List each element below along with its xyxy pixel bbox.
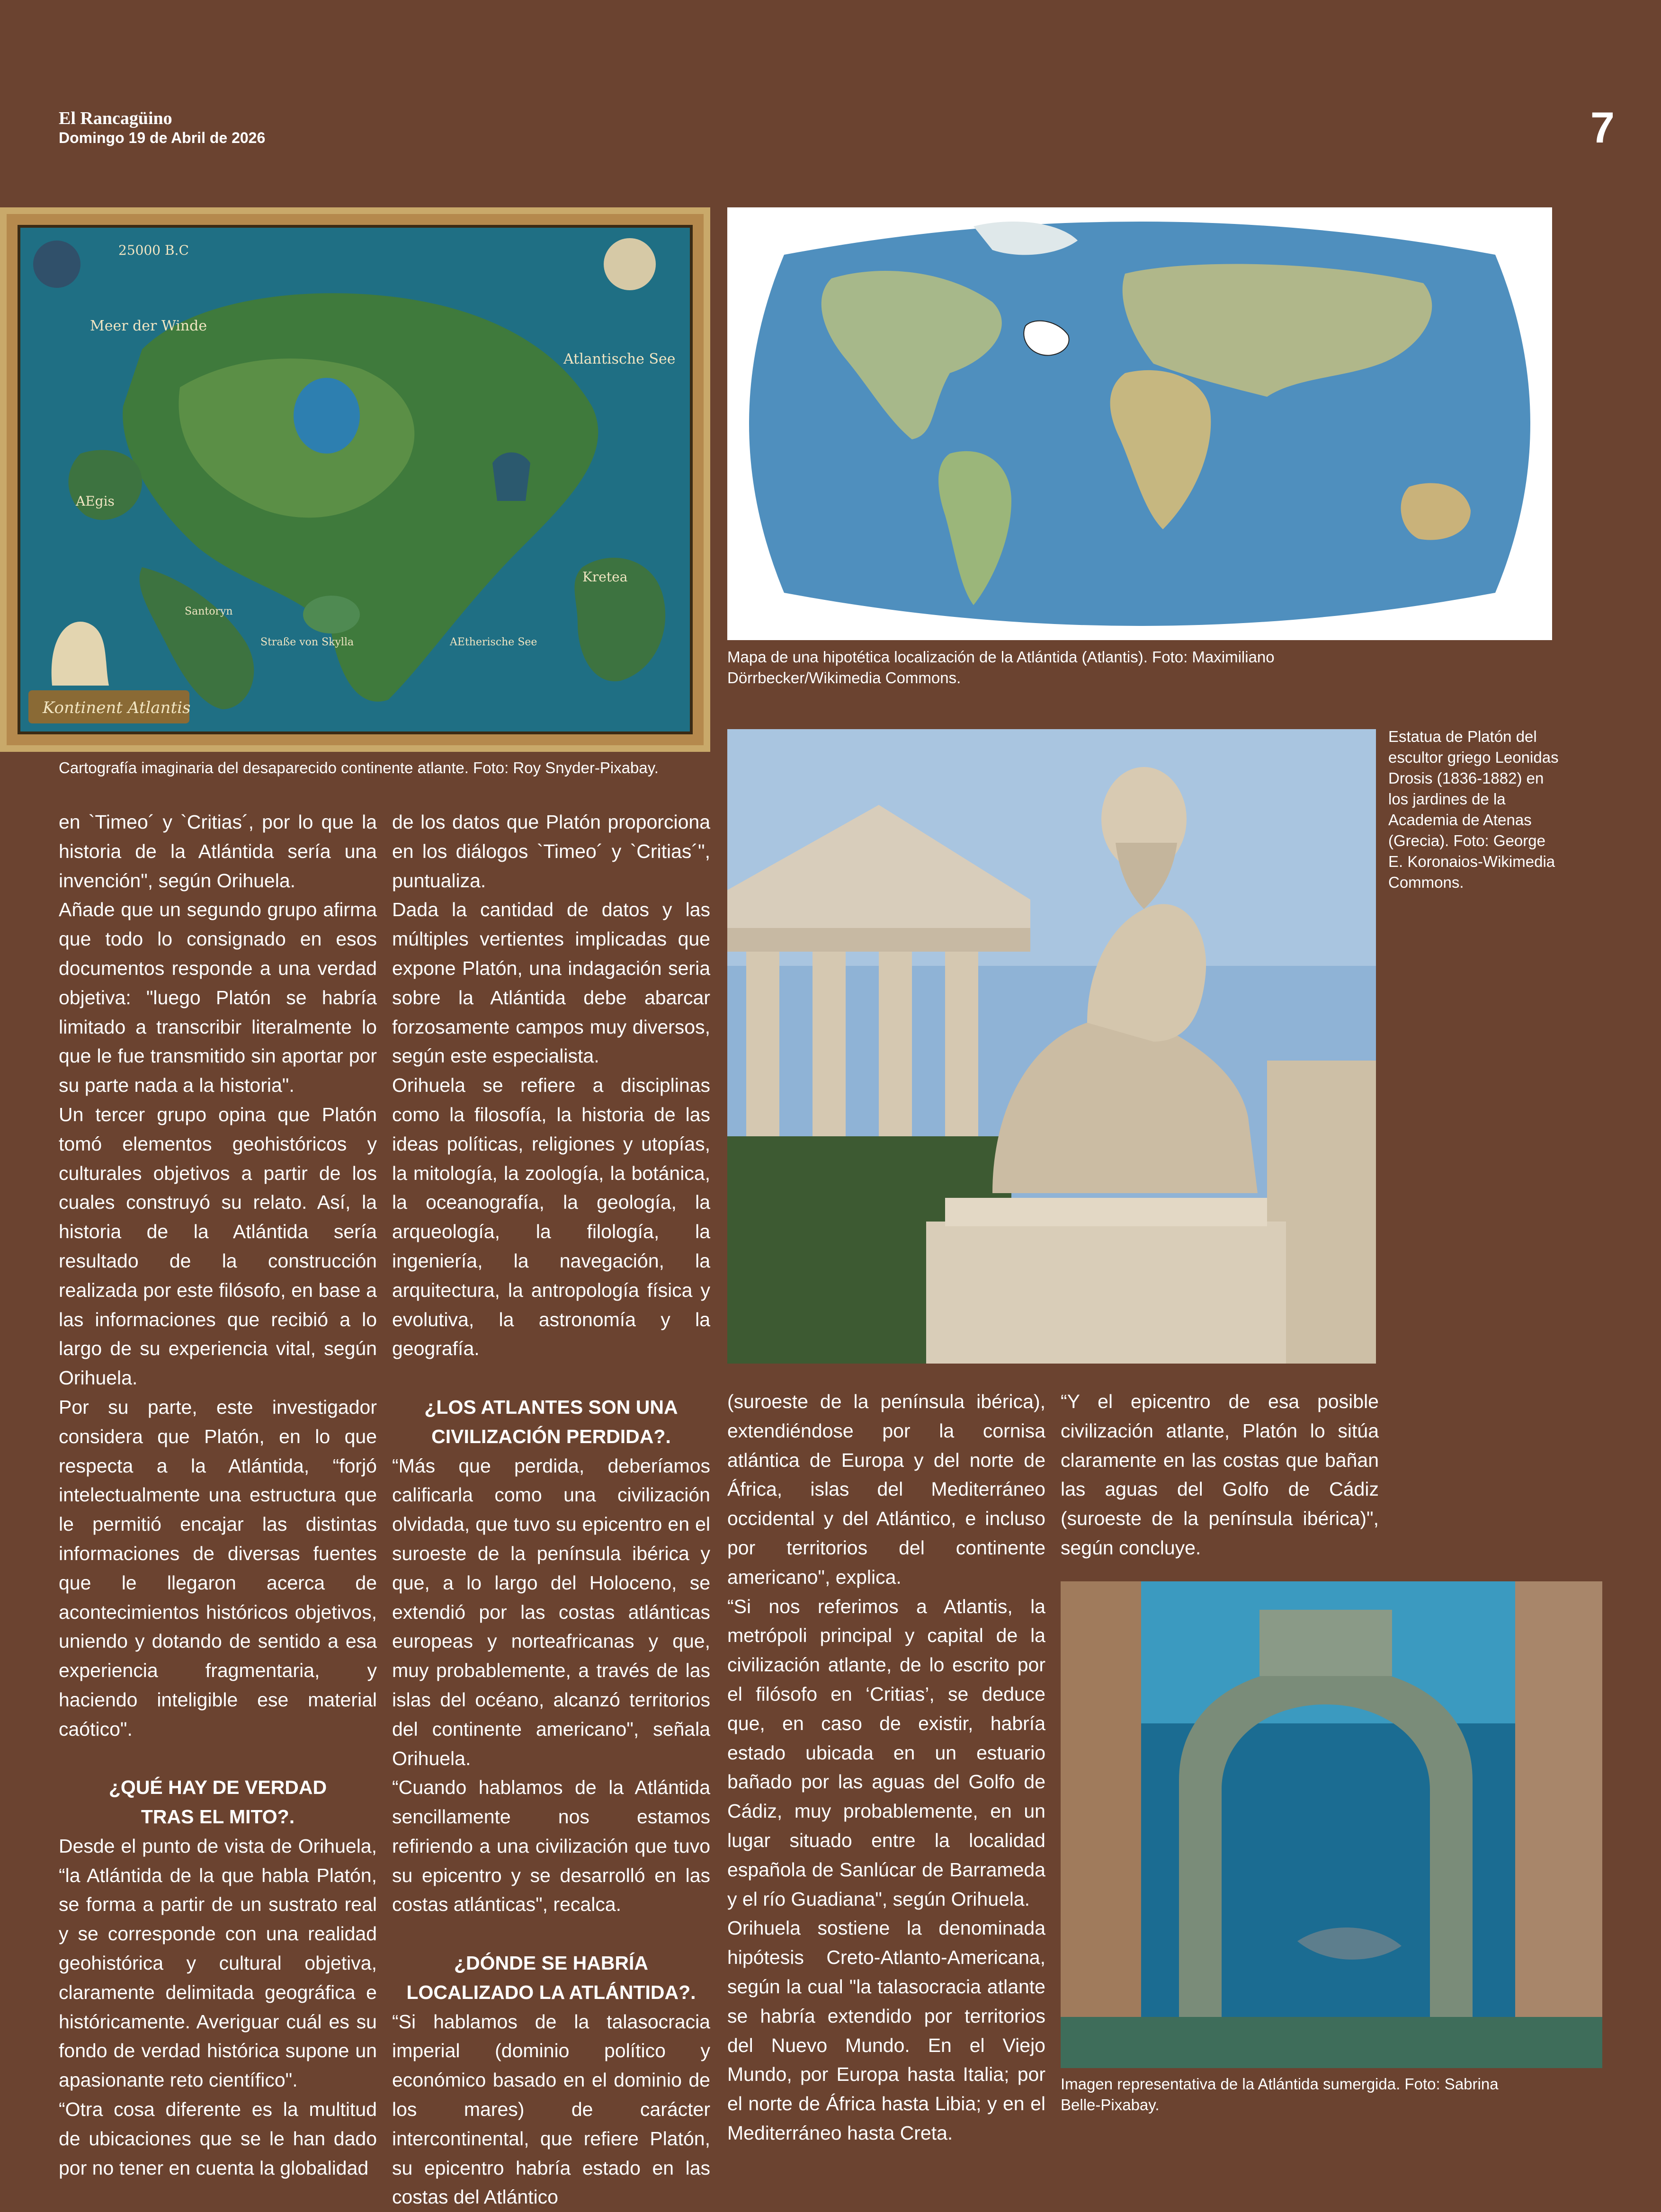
article-column-3 <box>727 1387 1045 2148</box>
col1-paragraph-3: Un tercer grupo opina que Platón tomó elementos geohistóricos y culturales objetivos a partir de los cuales construyó su relato. Así, la historia de la Atlántida sería resultado de la construcción realizada por este filósofo, en base a las informaciones que recibió a lo largo de su experiencia vital, según Orihuela. <box>59 1103 377 1389</box>
plato-statue-caption: Estatua de Platón del escultor griego Leonidas Drosis (1836-1882) en los jardines de la Academia de Atenas (Grecia). Foto: George E. Koronaios-Wikimedia Commons. <box>1388 728 1559 891</box>
map-label-year: 25000 B.C <box>118 242 189 258</box>
map-label-aegis: AEgis <box>76 493 115 509</box>
article-column-2 <box>392 808 710 2212</box>
col3-paragraph-1: (suroeste de la península ibérica), extendiéndose por la cornisa atlántica de Europa y del norte de África, islas del Mediterráneo occidental y del Atlántico, e incluso por territorios del continente americano", explica. <box>727 1391 1045 1588</box>
col1-paragraph-1: en `Timeo´ y `Critias´, por lo que la historia de la Atlántida sería una invención", según Orihuela. <box>59 811 377 892</box>
map-label-santorin: Santoryn <box>185 606 233 617</box>
underwater-image-caption: Imagen representativa de la Atlántida sumergida. Foto: Sabrina Belle-Pixabay. <box>1061 2075 1499 2114</box>
world-map-caption: Mapa de una hipotética localización de la Atlántida (Atlantis). Foto: Maximiliano Dörrbecker/Wikimedia Commons. <box>727 648 1275 687</box>
col3-paragraph-3: Orihuela sostiene la denominada hipótesis Creto-Atlanto-Americana, según la cual "la talasocracia atlante se habría extendido por territorios del Nuevo Mundo. En el Viejo Mundo, por Europa hasta Italia; por el norte de África hasta Libia; y en el Mediterráneo hasta Creta. <box>727 1917 1045 2144</box>
col1-paragraph-4: Por su parte, este investigador considera que Platón, en lo que respecta a la Atlántida, “forjó intelectualmente una estructura que le permitió encajar las distintas informaciones de diversas fuentes que le llegaron acerca de acontecimientos históricos objetivos, uniendo y dotando de sentido a esa experiencia fragmentaria, y haciendo inteligible ese material caótico". <box>59 1396 377 1740</box>
col2-paragraph-5: “Cuando hablamos de la Atlántida sencillamente nos estamos refiriendo a una civilización que tuvo su epicentro y se desarrolló en las costas atlánticas", recalca. <box>392 1776 710 1916</box>
section-heading-lost-line-1: ¿LOS ATLANTES SON UNA <box>424 1396 678 1418</box>
col2-paragraph-4: “Más que perdida, deberíamos calificarla como una civilización olvidada, que tuvo su epicentro en el suroeste de la península ibérica y que, a lo largo del Holoceno, se extendió por las costas atlánticas europeas y norteafricanas y que, muy probablemente, a través de las islas del océano, alcanzó territorios del continente americano", señala Orihuela. <box>392 1454 710 1769</box>
newspaper-name: El Rancagüino <box>59 108 172 128</box>
map-label-meer: Meer der Winde <box>90 318 207 334</box>
page-number: 7 <box>1590 104 1615 152</box>
underwater-atlantis-image <box>1061 1581 1602 2068</box>
article-column-4 <box>1061 1387 1379 1563</box>
map-label-kreta: Kretea <box>582 569 628 585</box>
issue-date: Domingo 19 de Abril de 2026 <box>59 129 266 146</box>
map-label-aeth: AEtherische See <box>450 636 537 648</box>
col2-paragraph-6: “Si hablamos de la talasocracia imperial (dominio político y económico basado en el dominio de los mares) de carácter intercontinental, que refiere Platón, su epicentro habría estado en las costas del Atlántico <box>392 2010 710 2208</box>
col2-paragraph-2: Dada la cantidad de datos y las múltiples vertientes implicadas que expone Platón, una indagación seria sobre la Atlántida debe abarcar forzosamente campos muy diversos, según este especialista. <box>392 899 710 1067</box>
plato-statue-image <box>727 729 1376 1364</box>
world-map-image <box>727 207 1552 640</box>
col2-paragraph-1: de los datos que Platón proporciona en los diálogos `Timeo´ y `Critias´", puntualiza. <box>392 811 710 892</box>
col2-paragraph-3: Orihuela se refiere a disciplinas como la filosofía, la historia de las ideas políticas, religiones y utopías, la mitología, la zoología, la botánica, la oceanografía, la geología, la arqueología, la filología, la ingeniería, la navegación, la arquitectura, la antropología física y evolutiva, la astronomía y la geografía. <box>392 1074 710 1360</box>
section-heading-lost-line-2: CIVILIZACIÓN PERDIDA?. <box>431 1425 671 1447</box>
col1-paragraph-5: Desde el punto de vista de Orihuela, “la Atlántida de la que habla Platón, se forma a partir de un sustrato real y se corresponde con una realidad geohistórica y cultural objetiva, claramente delimitada geográfica e históricamente. Averiguar cuál es su fondo de verdad histórica supone un apasionante reto científico". <box>59 1835 377 2091</box>
fantasy-map-caption: Cartografía imaginaria del desaparecido continente atlante. Foto: Roy Snyder-Pixabay. <box>59 759 659 776</box>
section-heading-location-line-2: LOCALIZADO LA ATLÁNTIDA?. <box>406 1981 696 2003</box>
section-heading-truth-line-1: ¿QUÉ HAY DE VERDAD <box>108 1776 327 1799</box>
fantasy-atlantis-map-image <box>0 207 710 752</box>
col1-paragraph-2: Añade que un segundo grupo afirma que todo lo consignado en esos documentos responde a una verdad objetiva: "luego Platón se habría limitado a transcribir literalmente lo que le fue transmitido sin aportar por su parte nada a la historia". <box>59 899 377 1097</box>
col3-paragraph-2: “Si nos referimos a Atlantis, la metrópoli principal y capital de la civilización atlante, de lo escrito por el filósofo en ‘Critias’, se deduce que, en caso de existir, habría estado ubicada en un estuario bañado por las aguas del Golfo de Cádiz, muy probablemente, en un lugar situado entre la localidad española de Sanlúcar de Barrameda y el río Guadiana", según Orihuela. <box>727 1595 1045 1910</box>
section-heading-truth-line-2: TRAS EL MITO?. <box>141 1806 295 1828</box>
map-label-skylla: Straße von Skylla <box>260 636 354 648</box>
col4-paragraph-1: “Y el epicentro de esa posible civilización atlante, Platón lo sitúa claramente en las costas que bañan las aguas del Golfo de Cádiz (suroeste de la península ibérica)", según concluye. <box>1061 1391 1379 1559</box>
article-column-1 <box>59 808 377 2183</box>
section-heading-location-line-1: ¿DÓNDE SE HABRÍA <box>454 1952 649 1974</box>
col1-paragraph-6: “Otra cosa diferente es la multitud de ubicaciones que se le han dado por no tener en cuenta la globalidad <box>59 2098 377 2179</box>
map-banner: Kontinent Atlantis <box>43 698 191 717</box>
map-label-see: Atlantische See <box>563 351 676 367</box>
